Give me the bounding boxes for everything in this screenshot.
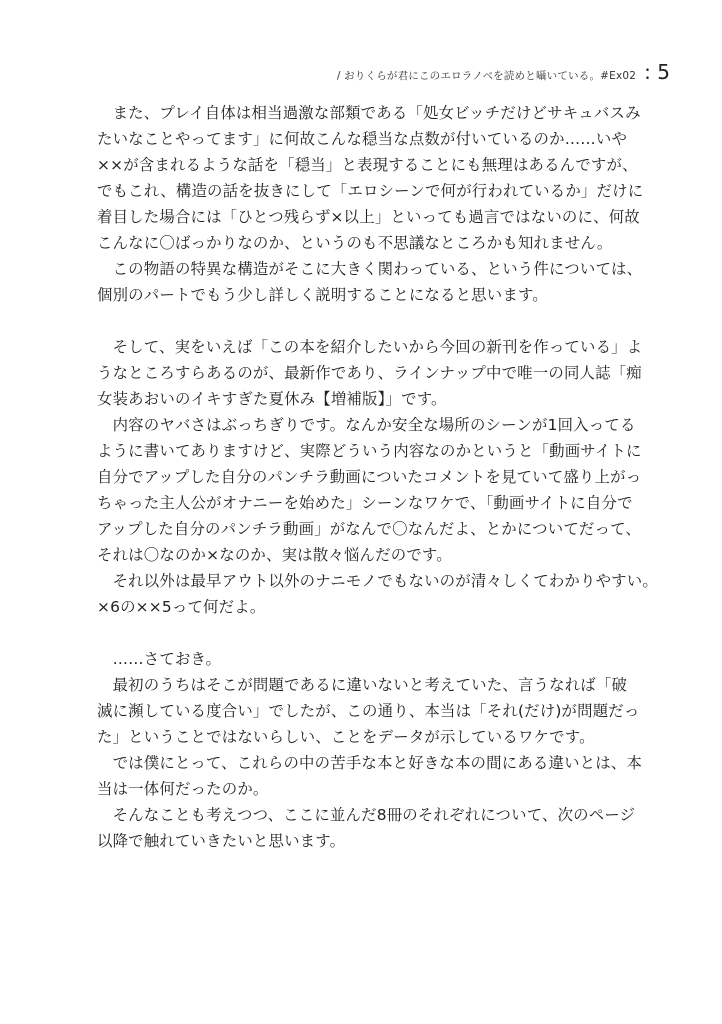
blank-line (97, 620, 645, 646)
text-line: それは〇なのか×なのか、実は散々悩んだのです。 (97, 546, 452, 564)
text-line: それ以外は最早アウト以外のナニモノでもないのが清々しくてわかりやすい。 (97, 572, 658, 590)
running-header-title: / おりくらが君にこのエロラノベを読めと囁いている。#Ex02 (336, 70, 637, 82)
text-line: では僕にとって、これらの中の苦手な本と好きな本の間にある違いとは、本 (97, 754, 643, 772)
text-line: 自分でアップした自分のパンチラ動画についたコメントを見ていて盛り上がっ (97, 468, 642, 486)
text-line: 最初のうちはそこが問題であるに違いないと考えていた、言うなれば「破 (97, 676, 628, 694)
body-text (97, 100, 658, 854)
text-line: そして、実をいえば「この本を紹介したいから今回の新刊を作っている」よ (97, 338, 643, 356)
text-line: 個別のパートでもう少し詳しく説明することになると思います。 (97, 286, 548, 304)
text-line: ように書いてありますけど、実際どういう内容なのかというと「動画サイトに (97, 442, 642, 460)
text-line: ×6の××5って何だよ。 (97, 598, 266, 616)
blank-line (97, 308, 645, 334)
text-line: たいなことやってます」に何故こんな穏当な点数が付いているのか……いや (97, 130, 628, 148)
text-line: 内容のヤバさはぶっちぎりです。なんか安全な場所のシーンが1回入ってる (97, 416, 636, 434)
text-line: た」ということではないらしい、ことをデータが示しているワケです。 (97, 728, 595, 746)
text-line: 女装あおいのイキすぎた夏休み【増補版】」です。 (97, 390, 447, 408)
text-line: でもこれ、構造の話を抜きにして「エロシーンで何が行われているか」だけに (97, 182, 644, 200)
text-line: ……さておき。 (97, 650, 222, 668)
text-line: うなところすらあるのが、最新作であり、ラインナップ中で唯一の同人誌「痴 (97, 364, 642, 382)
page-number: : 5 (644, 60, 670, 84)
text-line: 以降で触れていきたいと思います。 (97, 832, 346, 850)
text-line: こんなに〇ばっかりなのか、というのも不思議なところかも知れません。 (97, 234, 613, 252)
running-header (337, 60, 670, 84)
text-line: そんなことも考えつつ、ここに並んだ8冊のそれぞれについて、次のページ (97, 806, 636, 824)
text-line: この物語の特異な構造がそこに大きく関わっている、という件については、 (97, 260, 643, 278)
text-line: 当は一体何だったのか。 (97, 780, 269, 798)
text-line: また、プレイ自体は相当過激な部類である「処女ビッチだけどサキュバスみ (97, 104, 641, 122)
text-line: アップした自分のパンチラ動画」がなんで〇なんだよ、とかについてだって、 (97, 520, 641, 538)
text-line: 滅に瀕している度合い」でしたが、この通り、本当は「それ(だけ)が問題だっ (97, 702, 640, 720)
text-line: 着目した場合には「ひとつ残らず×以上」といっても過言ではないのに、何故 (97, 208, 640, 226)
text-line: ちゃった主人公がオナニーを始めた」シーンなワケで、「動画サイトに自分で (97, 494, 633, 512)
text-line: ××が含まれるような話を「穏当」と表現することにも無理はあるんですが、 (97, 156, 638, 174)
